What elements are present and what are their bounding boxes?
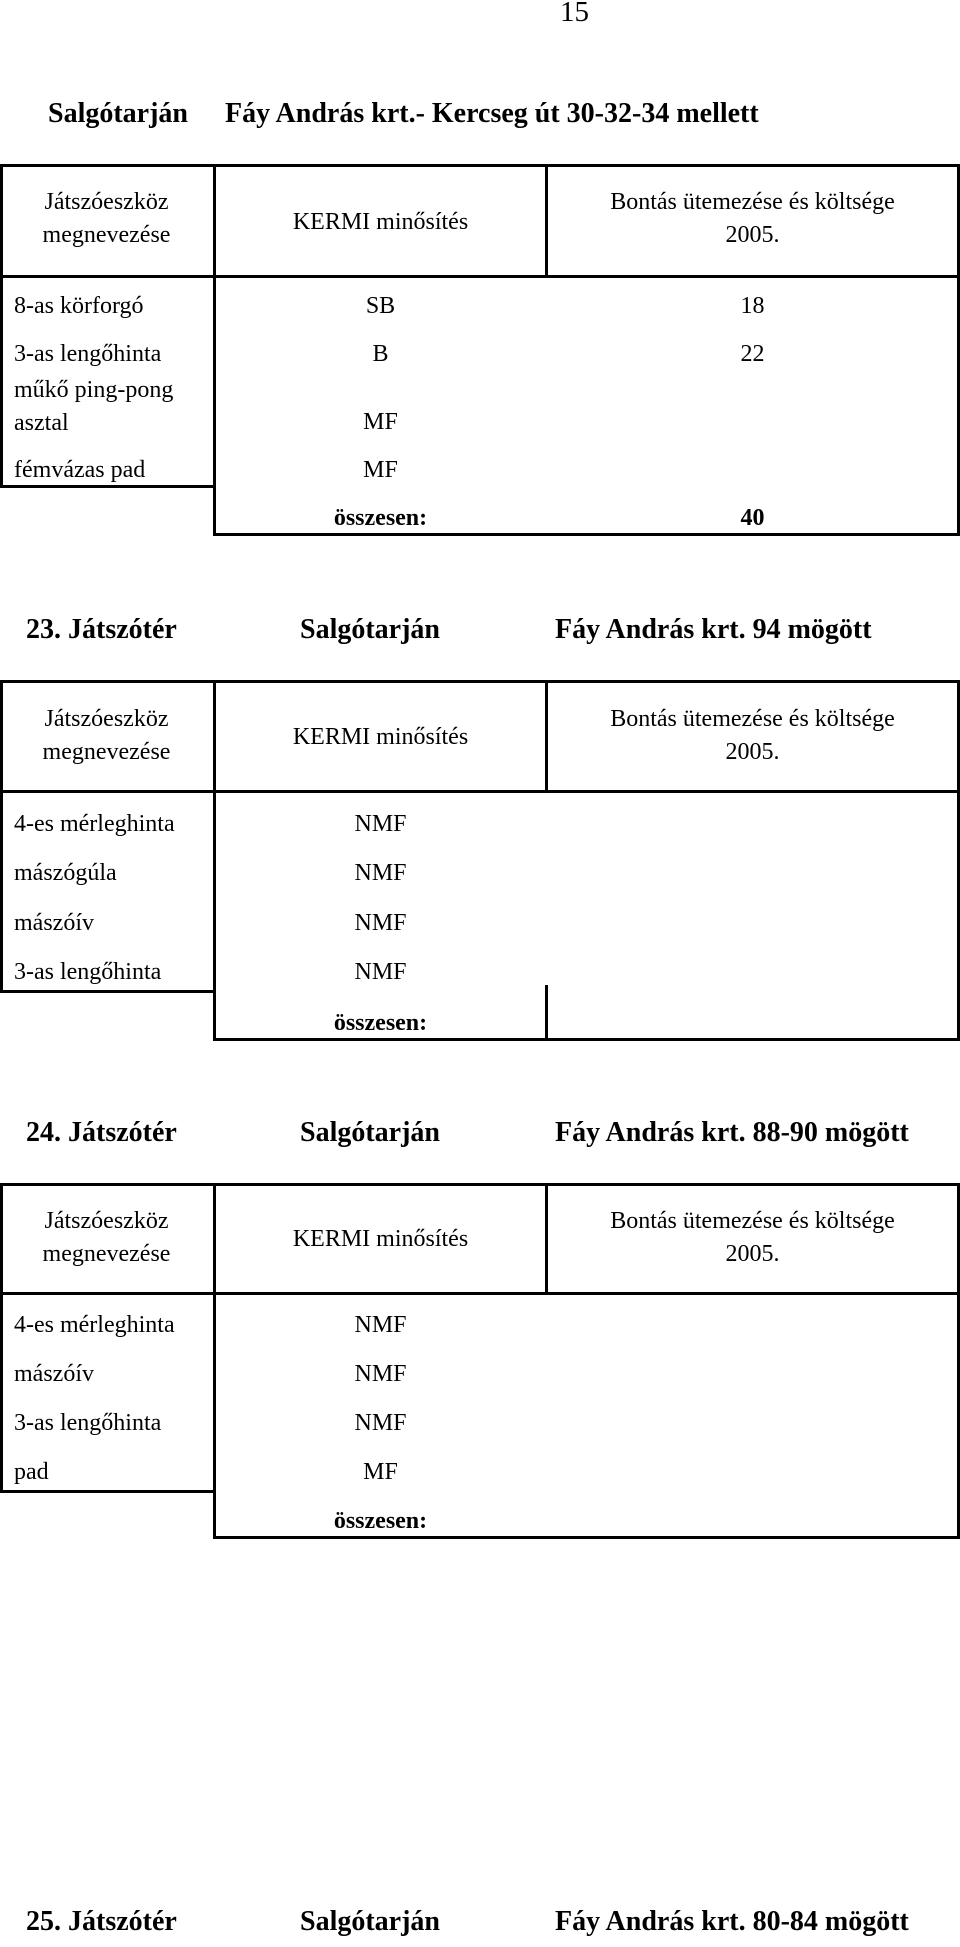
row-name: 3-as lengőhinta bbox=[14, 1410, 162, 1436]
section1-header-rating: KERMI minősítés bbox=[292, 209, 469, 235]
section4-heading-address: Fáy András krt. 80-84 mögött bbox=[555, 1906, 909, 1937]
section4-heading-number: 25. Játszótér bbox=[26, 1906, 177, 1937]
section2-heading-city: Salgótarján bbox=[300, 614, 440, 645]
section2-total-label: összesen: bbox=[333, 1010, 428, 1036]
section2-header-cost: Bontás ütemezése és költsége 2005. bbox=[610, 706, 895, 765]
section1-total-value: 40 bbox=[740, 505, 765, 531]
section3-header-name: Játszóeszköz megnevezése bbox=[42, 1208, 171, 1267]
row-name: műkő ping-pong asztal bbox=[14, 377, 174, 436]
row-rating: NMF bbox=[354, 910, 407, 936]
row-rating: B bbox=[372, 341, 389, 367]
section1-header-name: Játszóeszköz megnevezése bbox=[42, 189, 171, 248]
section1-heading-city: Salgótarján bbox=[48, 98, 188, 129]
section3-heading-address: Fáy András krt. 88-90 mögött bbox=[555, 1117, 909, 1148]
row-rating: MF bbox=[363, 409, 398, 435]
section1-total-label: összesen: bbox=[333, 505, 428, 531]
page-number: 15 bbox=[560, 0, 589, 28]
row-rating: NMF bbox=[354, 811, 407, 837]
row-name: 3-as lengőhinta bbox=[14, 341, 162, 367]
row-name: 8-as körforgó bbox=[14, 293, 144, 319]
section2-heading-address: Fáy András krt. 94 mögött bbox=[555, 614, 872, 645]
section2-header-name: Játszóeszköz megnevezése bbox=[42, 706, 171, 765]
section3-header-cost: Bontás ütemezése és költsége 2005. bbox=[610, 1208, 895, 1267]
row-name: 4-es mérleghinta bbox=[14, 811, 175, 837]
row-name: mászógúla bbox=[14, 860, 117, 886]
row-name: pad bbox=[14, 1459, 49, 1485]
row-name: 3-as lengőhinta bbox=[14, 959, 162, 985]
section3-heading-city: Salgótarján bbox=[300, 1117, 440, 1148]
row-name: mászóív bbox=[14, 1361, 94, 1387]
row-cost: 18 bbox=[740, 293, 765, 319]
row-rating: NMF bbox=[354, 1361, 407, 1387]
row-rating: NMF bbox=[354, 959, 407, 985]
section4-heading-city: Salgótarján bbox=[300, 1906, 440, 1937]
row-name: fémvázas pad bbox=[14, 457, 146, 483]
section2-heading-number: 23. Játszótér bbox=[26, 614, 177, 645]
section2-header-rating: KERMI minősítés bbox=[292, 724, 469, 750]
section3-heading-number: 24. Játszótér bbox=[26, 1117, 177, 1148]
row-rating: MF bbox=[363, 457, 398, 483]
section1-heading-address: Fáy András krt.- Kercseg út 30-32-34 mellett bbox=[225, 98, 759, 129]
section3-header-rating: KERMI minősítés bbox=[292, 1226, 469, 1252]
row-rating: NMF bbox=[354, 1410, 407, 1436]
row-rating: NMF bbox=[354, 860, 407, 886]
section1-header-cost: Bontás ütemezése és költsége 2005. bbox=[610, 189, 895, 248]
row-rating: SB bbox=[365, 293, 396, 319]
row-name: 4-es mérleghinta bbox=[14, 1312, 175, 1338]
section3-total-label: összesen: bbox=[333, 1508, 428, 1534]
row-rating: NMF bbox=[354, 1312, 407, 1338]
row-cost: 22 bbox=[740, 341, 765, 367]
row-name: mászóív bbox=[14, 910, 94, 936]
row-rating: MF bbox=[363, 1459, 398, 1485]
